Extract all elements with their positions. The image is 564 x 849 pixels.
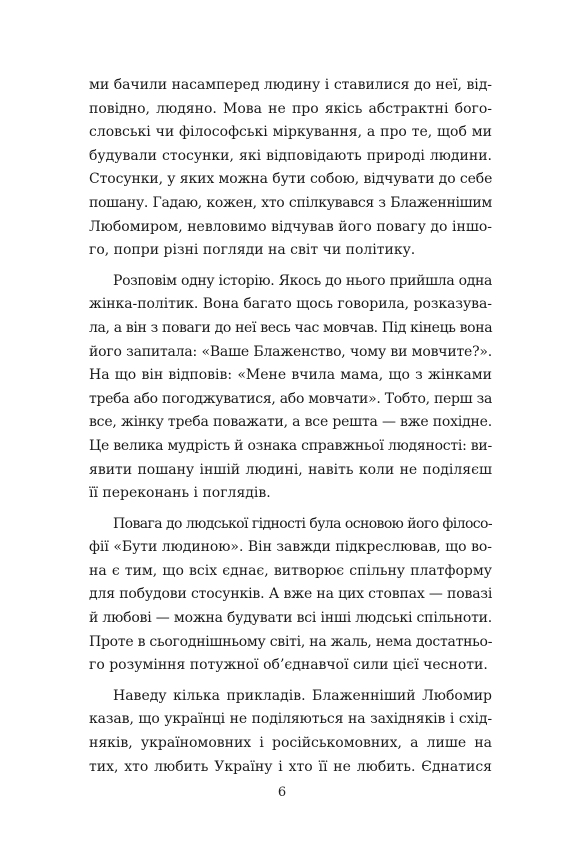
paragraph bbox=[89, 685, 492, 779]
text-line: казав, що українці не поділяються на західняків і схід- bbox=[89, 711, 492, 728]
text-line: На що він відповів: «Мене вчила мама, що з жінками bbox=[89, 367, 492, 384]
text-line: Це велика мудрість й ознака справжньої людяності: ви- bbox=[89, 437, 492, 454]
text-line: його запитала: «Ваше Блаженство, чому ви мовчите?». bbox=[89, 343, 492, 360]
text-line: ла, а він з поваги до неї весь час мовчав. Під кінець вона bbox=[89, 319, 493, 336]
text-line: Наведу кілька прикладів. Блаженніший Любомир bbox=[113, 687, 492, 704]
paragraph bbox=[89, 513, 492, 678]
text-line: Повага до людської гідності була основою його філосо- bbox=[113, 515, 492, 532]
text-line: жінка-політик. Вона багато щось говорила, розказува- bbox=[89, 296, 492, 313]
text-line: ми бачили насамперед людину і ставилися до неї, від- bbox=[89, 77, 492, 93]
text-line: будували стосунки, які відповідають природі людини. bbox=[89, 147, 492, 164]
text-line: тих, хто любить Україну і хто її не любить. Єднатися bbox=[89, 758, 492, 775]
text-line: Розповім одну історію. Якось до нього прийшла одна bbox=[113, 272, 492, 289]
text-line: словські чи філософські міркування, а про те, щоб ми bbox=[89, 124, 492, 141]
paragraph bbox=[89, 74, 492, 263]
text-line: Любомиром, невловимо відчував його повагу до іншо- bbox=[89, 218, 492, 235]
text-line: для побудови стосунків. А вже на цих стовпах — повазі bbox=[89, 586, 493, 603]
text-line: треба або погоджуватися, або мовчати». Тобто, перш за bbox=[89, 390, 492, 407]
text-line: й любові — можна будувати всі інші людські спільноти. bbox=[89, 610, 492, 627]
text-line: Проте в сьогоднішньому світі, на жаль, нема достатньо- bbox=[89, 633, 493, 650]
page-number: 6 bbox=[277, 785, 287, 800]
text-line: її переконань і поглядів. bbox=[89, 485, 271, 502]
text-line: го розуміння потужної об’єднавчої сили цієї чесноти. bbox=[89, 657, 488, 674]
paragraph bbox=[89, 270, 492, 506]
text-line: на є тим, що всіх єднає, витворює спільну платформу bbox=[89, 562, 492, 579]
text-line: фії «Бути людиною». Він завжди підкреслював, що во- bbox=[89, 539, 492, 556]
text-line: няків, україномовних і російськомовних, а лише на bbox=[89, 735, 492, 752]
text-line: повідно, людяно. Мова не про якісь абстрактні бого- bbox=[89, 100, 492, 117]
text-line: все, жінку треба поважати, а все решта — вже похідне. bbox=[89, 414, 492, 431]
text-line: пошану. Гадаю, кожен, хто спілкувався з Блаженнішим bbox=[89, 194, 492, 211]
text-line: явити пошану іншій людині, навіть коли не поділяєш bbox=[89, 461, 492, 478]
text-line: го, попри різні погляди на світ чи політику. bbox=[89, 242, 416, 259]
text-line: Стосунки, у яких можна бути собою, відчувати до себе bbox=[89, 171, 493, 188]
body-text bbox=[89, 74, 492, 779]
